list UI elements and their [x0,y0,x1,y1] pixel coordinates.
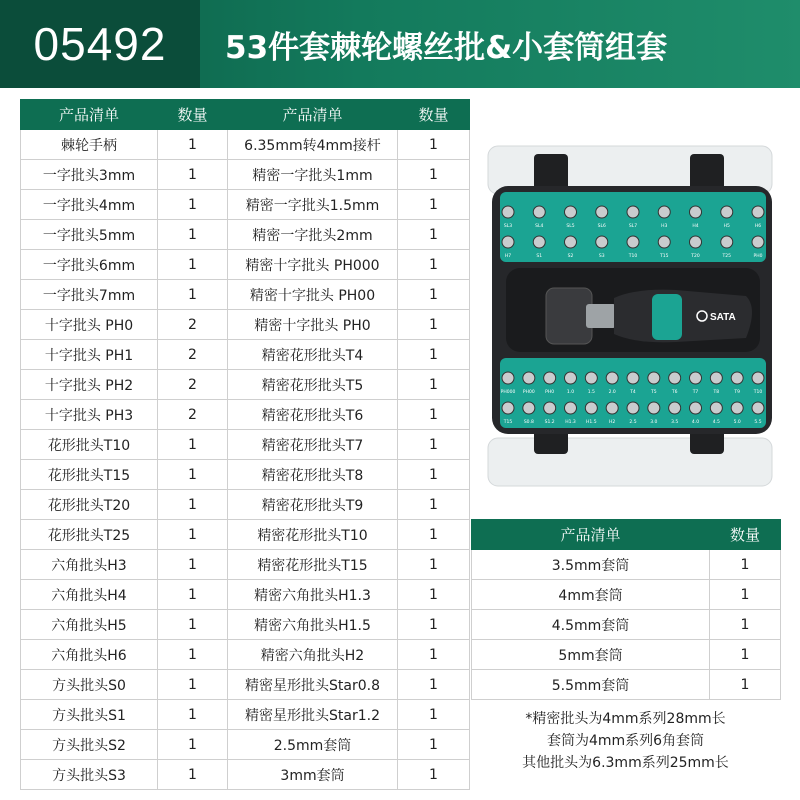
table-row [21,160,470,190]
cell-quantity: 1 [158,280,228,310]
cell-item-name: 六角批头H3 [21,550,158,580]
cell-item-name: 4.5mm套筒 [472,610,710,640]
bit-slot [669,372,681,384]
bit-slot [669,402,681,414]
table-row [21,430,470,460]
cell-quantity: 1 [158,190,228,220]
header-banner [0,0,800,88]
cell-quantity: 1 [158,250,228,280]
handle-teal-grip [652,294,682,340]
bit-slot [710,372,722,384]
cell-quantity: 1 [398,760,470,790]
bit-label: T6 [671,390,678,395]
bit-label: H3 [661,224,668,229]
cell-item-name: 十字批头 PH3 [21,400,158,430]
bit-slot [752,236,764,248]
table-row [472,670,781,700]
bit-label: 2.5 [629,420,637,425]
cell-quantity: 1 [158,640,228,670]
table-row [472,580,781,610]
cell-item-name: 3.5mm套筒 [472,550,710,580]
bit-label: T10 [628,254,638,259]
cell-item-name: 精密十字批头 PH00 [228,280,398,310]
bit-label: T9 [734,390,740,395]
cell-item-name: 一字批头6mm [21,250,158,280]
cell-item-name: 六角批头H5 [21,610,158,640]
cell-quantity: 1 [158,130,228,160]
cell-quantity: 1 [158,550,228,580]
cell-quantity: 1 [158,460,228,490]
cell-item-name: 精密花形批头T6 [228,400,398,430]
bit-slot [596,206,608,218]
cell-item-name: 六角批头H6 [21,640,158,670]
bit-slot [565,236,577,248]
note-line: 套筒为4mm系列6角套筒 [546,733,705,749]
table-row [21,310,470,340]
bit-label: S2 [567,254,574,259]
bit-label: T15 [660,254,669,259]
bit-label: H6 [754,224,762,229]
bit-label: 4.0 [691,420,700,425]
table-row [21,580,470,610]
bit-label: 5.5 [754,420,762,425]
bit-label: T25 [722,254,731,259]
product-code: 05492 [33,18,167,70]
cell-quantity: 1 [398,670,470,700]
cell-item-name: 精密一字批头1.5mm [228,190,398,220]
column-header-qty: 数量 [710,520,781,550]
cell-item-name: 精密花形批头T4 [228,340,398,370]
table-row [21,400,470,430]
table-row [21,220,470,250]
column-header-qty: 数量 [398,100,470,130]
bit-label: 4.5 [712,420,720,425]
table-row [21,670,470,700]
table-header-row [21,100,470,130]
table-row [21,370,470,400]
cell-item-name: 花形批头T10 [21,430,158,460]
cell-quantity: 1 [398,610,470,640]
cell-quantity: 1 [158,730,228,760]
cell-quantity: 1 [158,520,228,550]
cell-quantity: 1 [710,610,781,640]
cell-item-name: 6.35mm转4mm接杆 [228,130,398,160]
bit-slot [627,402,639,414]
cell-item-name: 一字批头4mm [21,190,158,220]
socket-parts-table [471,519,781,700]
bit-slot [596,236,608,248]
table-row [472,640,781,670]
bit-label: T4 [630,390,636,395]
cell-quantity: 1 [398,460,470,490]
bit-slot [648,372,660,384]
cell-quantity: 1 [398,580,470,610]
bit-slot [721,206,733,218]
bit-slot [658,236,670,248]
bit-label: PH00 [522,390,535,395]
bit-slot [523,402,535,414]
cell-quantity: 1 [398,430,470,460]
cell-quantity: 1 [398,220,470,250]
cell-item-name: 方头批头S1 [21,700,158,730]
bit-slot [627,372,639,384]
table-row [21,730,470,760]
cell-quantity: 1 [710,640,781,670]
cell-quantity: 1 [710,550,781,580]
cell-item-name: 2.5mm套筒 [228,730,398,760]
table-row [21,700,470,730]
cell-quantity: 2 [158,310,228,340]
bit-label: T8 [713,390,720,395]
cell-item-name: 棘轮手柄 [21,130,158,160]
bit-label: SL6 [597,224,606,229]
bit-label: SL7 [628,224,638,229]
ratchet-neck [586,304,616,328]
cell-item-name: 精密六角批头H1.5 [228,610,398,640]
cell-quantity: 2 [158,400,228,430]
cell-item-name: 方头批头S0 [21,670,158,700]
table-row [21,460,470,490]
cell-quantity: 1 [398,700,470,730]
bit-slot [565,206,577,218]
bit-slot [502,236,514,248]
table-row [21,640,470,670]
cell-quantity: 1 [158,430,228,460]
table-row [21,610,470,640]
table-row [21,490,470,520]
bit-label: PH0 [545,390,555,395]
cell-quantity: 1 [158,580,228,610]
cell-item-name: 十字批头 PH0 [21,310,158,340]
cell-quantity: 1 [398,490,470,520]
bit-slot [731,372,743,384]
case-lid-bottom [488,438,772,486]
cell-quantity: 1 [398,340,470,370]
cell-quantity: 1 [398,730,470,760]
cell-item-name: 精密花形批头T5 [228,370,398,400]
note-line: 其他批头为6.3mm系列25mm长 [522,755,729,771]
bit-label: S1 [536,254,543,259]
bit-slot [585,402,597,414]
page-title: 53件套棘轮螺丝批&小套筒组套 [225,29,668,66]
bit-label: PH000 [500,390,516,395]
bit-label: 5.0 [733,420,741,425]
bit-slot [627,206,639,218]
bit-slot [690,402,702,414]
bit-slot [690,236,702,248]
cell-quantity: 1 [398,310,470,340]
bit-slot [731,402,743,414]
bit-slot [627,236,639,248]
product-case-illustration [476,138,786,498]
bit-slot [502,372,514,384]
bit-label: T10 [753,390,763,395]
cell-item-name: 5.5mm套筒 [472,670,710,700]
cell-item-name: 六角批头H4 [21,580,158,610]
bit-slot [585,372,597,384]
bit-label: SL4 [535,224,544,229]
cell-item-name: 一字批头3mm [21,160,158,190]
bit-slot [606,372,618,384]
cell-quantity: 1 [398,190,470,220]
bit-slot [502,402,514,414]
bit-label: H4 [692,224,699,229]
bit-label: 3.0 [650,420,658,425]
bit-slot [533,236,545,248]
bit-label: T7 [692,390,699,395]
bit-label: SL5 [566,224,575,229]
cell-quantity: 2 [158,340,228,370]
bit-slot [544,402,556,414]
cell-quantity: 1 [158,610,228,640]
bit-label: 1.5 [587,390,595,395]
cell-item-name: 4mm套筒 [472,580,710,610]
ratchet-head [546,288,592,344]
column-header-item: 产品清单 [228,100,398,130]
cell-item-name: 精密十字批头 PH000 [228,250,398,280]
cell-quantity: 1 [158,160,228,190]
bit-slot [523,372,535,384]
cell-quantity: 1 [398,160,470,190]
cell-item-name: 一字批头5mm [21,220,158,250]
bit-label: T5 [651,390,657,395]
cell-quantity: 1 [398,370,470,400]
bit-label: H1.5 [586,420,597,425]
table-row [21,280,470,310]
cell-item-name: 5mm套筒 [472,640,710,670]
cell-item-name: 方头批头S3 [21,760,158,790]
table-row [472,610,781,640]
table-row [472,550,781,580]
cell-item-name: 一字批头7mm [21,280,158,310]
bit-slot [690,206,702,218]
bit-label: 3.5 [671,420,679,425]
cell-quantity: 1 [398,640,470,670]
bit-label: S1.2 [544,420,555,425]
bit-slot [710,402,722,414]
bit-label: 2.0 [608,390,616,395]
cell-quantity: 1 [398,550,470,580]
column-header-qty: 数量 [158,100,228,130]
table-row [21,130,470,160]
cell-item-name: 精密一字批头2mm [228,220,398,250]
bit-slot [752,402,764,414]
cell-item-name: 精密六角批头H2 [228,640,398,670]
cell-quantity: 1 [398,130,470,160]
bit-slot [606,402,618,414]
bit-slot [752,372,764,384]
bit-label: T15 [503,420,513,425]
cell-quantity: 1 [158,760,228,790]
cell-item-name: 3mm套筒 [228,760,398,790]
cell-item-name: 花形批头T25 [21,520,158,550]
bit-label: PH0 [753,254,763,259]
bit-label: 1.0 [566,390,575,395]
product-code-box [0,0,200,88]
brand-logo: SATA [710,312,736,323]
cell-quantity: 1 [398,520,470,550]
bit-label: S3 [598,254,605,259]
bit-label: SL3 [503,224,513,229]
spec-notes [471,708,780,774]
cell-quantity: 1 [398,280,470,310]
bit-slot [648,402,660,414]
cell-quantity: 1 [158,700,228,730]
bit-label: T20 [691,254,700,259]
table-row [21,760,470,790]
note-line: *精密批头为4mm系列28mm长 [525,711,726,727]
bit-slot [752,206,764,218]
bit-label: H7 [504,254,512,259]
bit-slot [502,206,514,218]
cell-quantity: 1 [710,580,781,610]
bit-slot [565,402,577,414]
cell-item-name: 精密花形批头T7 [228,430,398,460]
cell-item-name: 花形批头T15 [21,460,158,490]
bit-slot [721,236,733,248]
table-row [21,340,470,370]
cell-quantity: 1 [158,670,228,700]
table-row [21,250,470,280]
cell-item-name: 方头批头S2 [21,730,158,760]
cell-quantity: 1 [398,250,470,280]
cell-item-name: 十字批头 PH1 [21,340,158,370]
cell-quantity: 1 [710,670,781,700]
cell-quantity: 1 [158,220,228,250]
bit-label: H2 [609,420,616,425]
cell-item-name: 精密一字批头1mm [228,160,398,190]
cell-item-name: 精密花形批头T9 [228,490,398,520]
bit-slot [690,372,702,384]
cell-quantity: 1 [158,490,228,520]
bit-label: H5 [723,224,730,229]
cell-item-name: 花形批头T20 [21,490,158,520]
cell-item-name: 精密十字批头 PH0 [228,310,398,340]
bit-label: S0.8 [523,420,534,425]
bit-slot [544,372,556,384]
column-header-item: 产品清单 [472,520,710,550]
cell-quantity: 1 [398,400,470,430]
cell-item-name: 精密星形批头Star0.8 [228,670,398,700]
table-row [21,550,470,580]
cell-item-name: 精密花形批头T10 [228,520,398,550]
cell-item-name: 精密花形批头T8 [228,460,398,490]
cell-item-name: 十字批头 PH2 [21,370,158,400]
bit-slot [533,206,545,218]
product-image [476,138,786,498]
main-parts-table [20,99,470,790]
bit-label: H1.3 [565,420,576,425]
table-header-row [472,520,781,550]
table-row [21,190,470,220]
table-row [21,520,470,550]
bit-slot [565,372,577,384]
cell-quantity: 2 [158,370,228,400]
cell-item-name: 精密花形批头T15 [228,550,398,580]
cell-item-name: 精密六角批头H1.3 [228,580,398,610]
cell-item-name: 精密星形批头Star1.2 [228,700,398,730]
bit-slot [658,206,670,218]
column-header-item: 产品清单 [21,100,158,130]
